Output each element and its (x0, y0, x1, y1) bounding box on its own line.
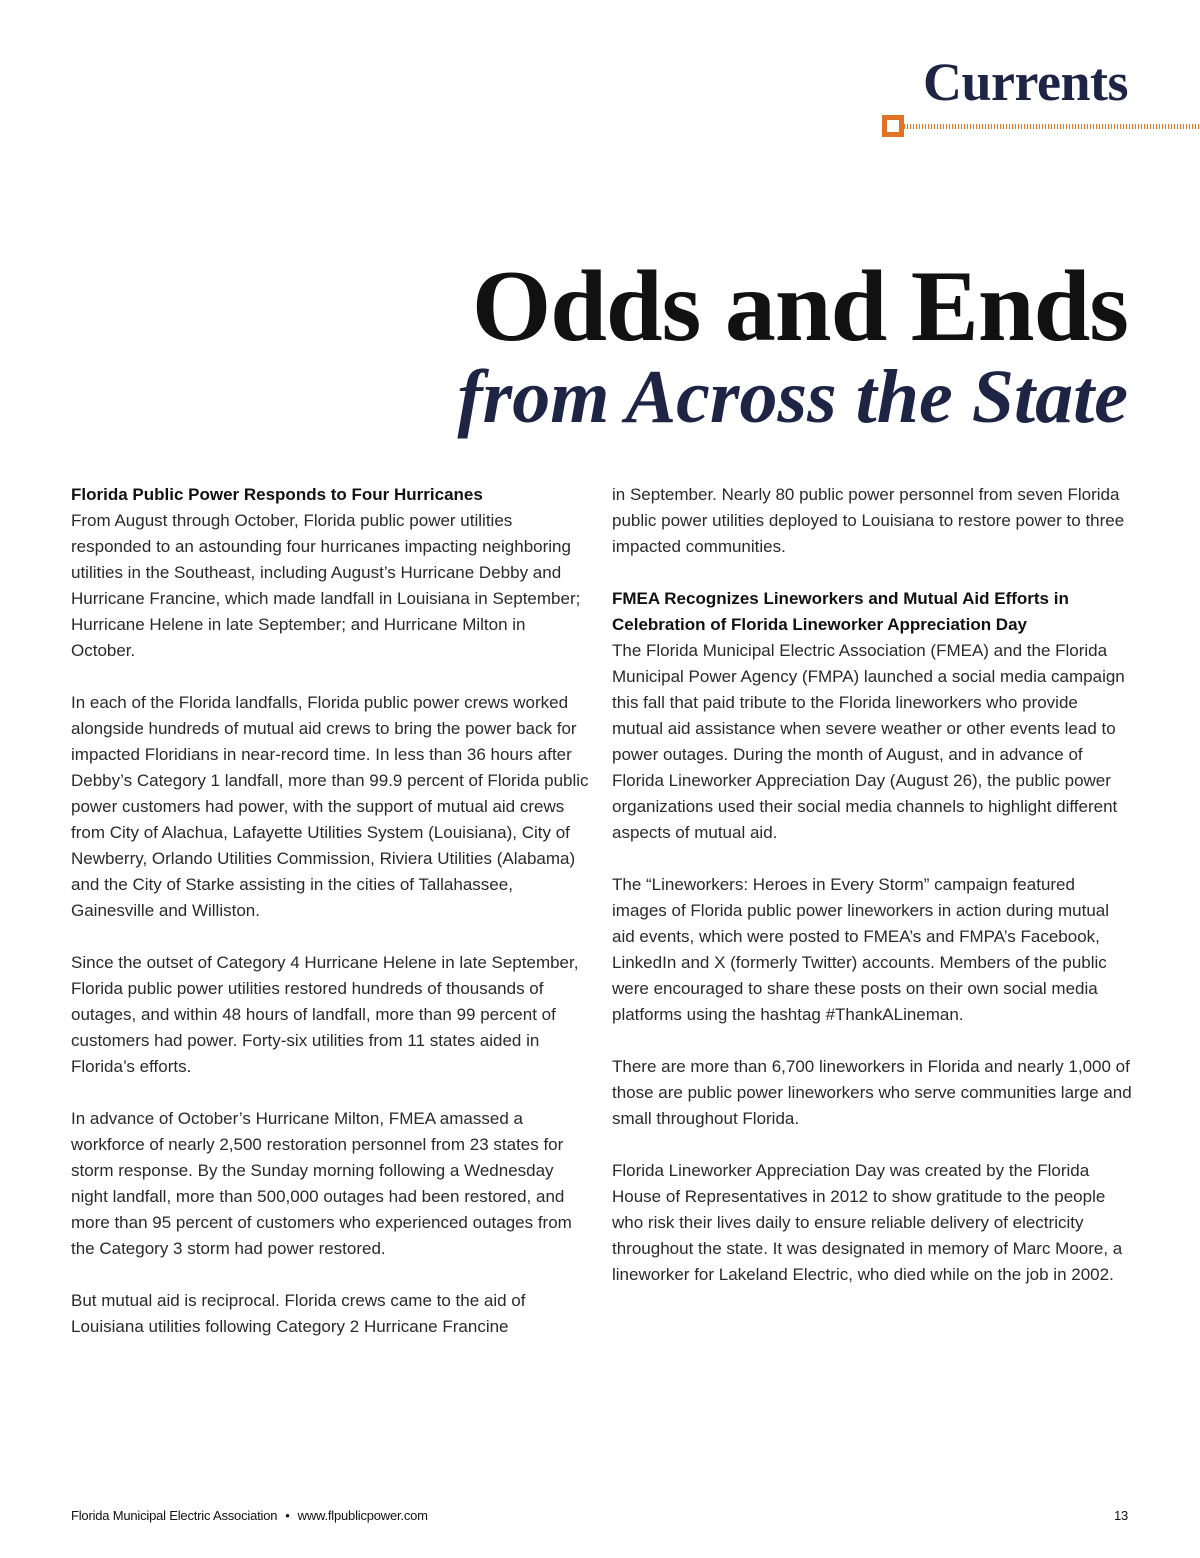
page-subtitle: from Across the State (457, 355, 1128, 440)
article1-paragraph-2: In each of the Florida landfalls, Florida public power crews worked alongside hundreds of mutual aid crews to bring the power back for impacted Floridians in near-record time. In less than 36 hours after Debby’s Category 1 landfall, more than 99.9 percent of Florida public power customers had power, with the support of mutual aid crews from City of Alachua, Lafayette Utilities System (Louisiana), City of Newberry, Orlando Utilities Commission, Riviera Utilities (Alabama) and the City of Starke assisting in the cities of Tallahassee, Gainesville and Williston. (71, 693, 589, 920)
page-title: Odds and Ends (471, 250, 1128, 364)
article1-paragraph-5-start: But mutual aid is reciprocal. Florida crews came to the aid of Louisiana utilities following Category 2 Hurricane Francine (71, 1291, 526, 1336)
section-rule-box (882, 115, 904, 137)
article2-paragraph-4: Florida Lineworker Appreciation Day was created by the Florida House of Representatives in 2012 to show gratitude to the people who risk their lives daily to ensure reliable delivery of electricity throughout the state. It was designated in memory of Marc Moore, a lineworker for Lakeland Electric, who died while on the job in 2002. (612, 1161, 1123, 1284)
article2-paragraph-2: The “Lineworkers: Heroes in Every Storm” campaign featured images of Florida public power lineworkers in action during mutual aid events, which were posted to FMEA’s and FMPA’s Facebook, LinkedIn and X (formerly Twitter) accounts. Members of the public were encouraged to share these posts on their own social media platforms using the hashtag #ThankALineman. (612, 875, 1110, 1024)
article1-paragraph-4: In advance of October’s Hurricane Milton, FMEA amassed a workforce of nearly 2,500 restoration personnel from 23 states for storm response. By the Sunday morning following a Wednesday night landfall, more than 500,000 outages had been restored, and more than 95 percent of customers who experienced outages from the Category 3 storm had power restored. (71, 1109, 572, 1258)
right-column (612, 482, 1132, 1314)
article1-heading: Florida Public Power Responds to Four Hurricanes (71, 485, 483, 504)
article1-paragraph-5-continued: in September. Nearly 80 public power personnel from seven Florida public power utilities deployed to Louisiana to restore power to three impacted communities. (612, 485, 1125, 556)
footer-separator: • (285, 1508, 290, 1523)
footer-organization: Florida Municipal Electric Association (71, 1508, 278, 1523)
article2-paragraph-1: The Florida Municipal Electric Association (FMEA) and the Florida Municipal Power Agency (FMPA) launched a social media campaign this fall that paid tribute to the Florida lineworkers who provide mutual aid assistance when severe weather or other events lead to power outages. During the month of August, and in advance of Florida Lineworker Appreciation Day (August 26), the public power organizations used their social media channels to highlight different aspects of mutual aid. (612, 641, 1125, 842)
left-column (71, 482, 591, 1366)
section-rule-line (904, 124, 1200, 129)
article2-paragraph-3: There are more than 6,700 lineworkers in Florida and nearly 1,000 of those are public power lineworkers who serve communities large and small throughout Florida. (612, 1057, 1132, 1128)
page-number: 13 (1113, 1508, 1128, 1523)
footer-website: www.flpublicpower.com (297, 1508, 428, 1523)
footer-info (71, 1508, 428, 1523)
article1-paragraph-1: From August through October, Florida public power utilities responded to an astounding four hurricanes impacting neighboring utilities in the Southeast, including August’s Hurricane Debby and Hurricane Francine, which made landfall in Louisiana in September; Hurricane Helene in late September; and Hurricane Milton in October. (71, 511, 581, 660)
article2-heading: FMEA Recognizes Lineworkers and Mutual Aid Efforts in Celebration of Florida Lineworker Appreciation Day (612, 589, 1069, 634)
page-footer (71, 1508, 1128, 1528)
section-header: Currents (923, 52, 1128, 112)
article1-paragraph-3: Since the outset of Category 4 Hurricane Helene in late September, Florida public power utilities restored hundreds of thousands of outages, and within 48 hours of landfall, more than 99 percent of customers had power. Forty-six utilities from 11 states aided in Florida’s efforts. (71, 953, 579, 1076)
